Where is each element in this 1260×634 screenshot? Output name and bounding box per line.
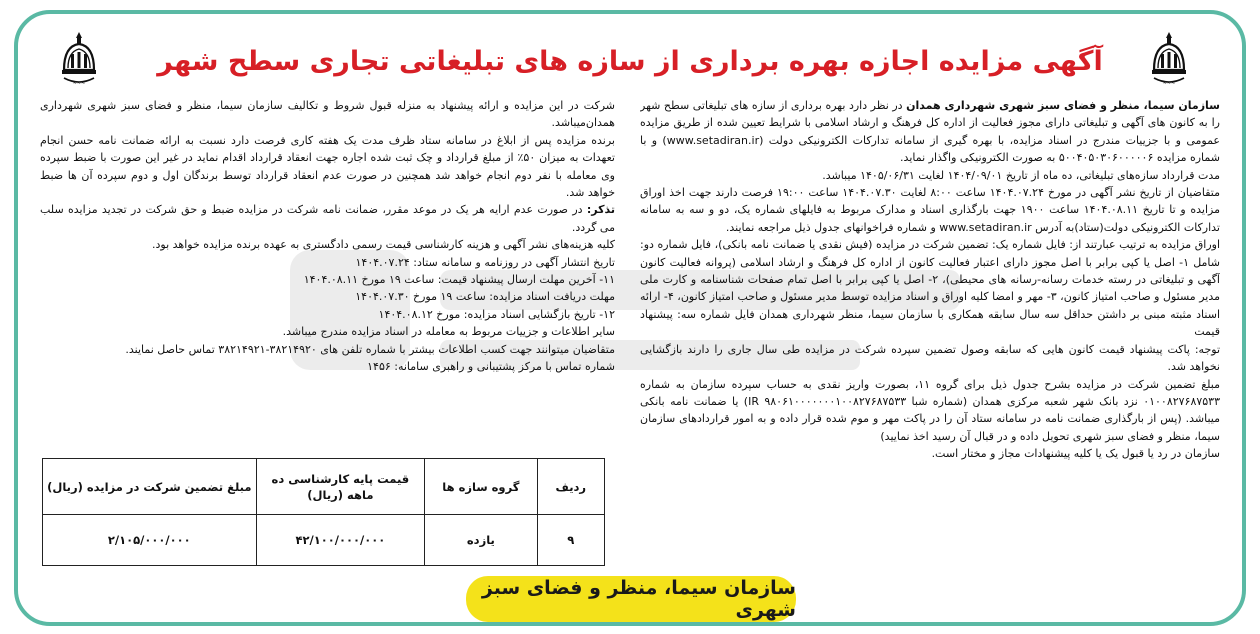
- organization-name: سازمان سیما، منظر و فضای سبز شهری شهرداری همدان: [906, 99, 1220, 112]
- auction-table: [42, 458, 605, 566]
- paragraph: شرکت در این مزایده و ارائه پیشنهاد به منزله قبول شروط و تکالیف سازمان سیما، منظر و فضای سبز شهری شهرداری همدان‌میباشد.: [40, 99, 615, 130]
- column-header: گروه سازه ها: [425, 459, 537, 515]
- right-column: [640, 97, 1220, 567]
- paragraph: شماره تماس با مرکز پشتیبانی و راهبری سامانه: ۱۴۵۶: [367, 360, 615, 374]
- paragraph: متقاضیان از تاریخ نشر آگهی در مورخ ۱۴۰۴.۰۷.۲۴ ساعت ۸:۰۰ لغایت ۱۴۰۴.۰۷.۳۰ ساعت ۱۹:۰۰ فرصت دارند جهت اخذ اوراق مزایده و تا تاریخ ۱۴۰۴.۰۸.۱۱ ساعت ۱۹۰۰ جهت بارگذاری اسناد و مدارک مربوط به فایلهای شماره یک، دو و سه به سامانه تدارکات الکترونیکی دولت(ستاد)به آدرس www.setadiran.ir و شماره فراخوانهای جدول ذیل مراجعه نمایند.: [640, 186, 1220, 234]
- footer-banner: [466, 576, 796, 622]
- page-title: آگهی مزایده اجازه بهره برداری از سازه های تبلیغاتی تجاری سطح شهر: [157, 46, 1103, 77]
- paragraph: تذکر: در صورت عدم ارایه هر یک در موعد مقرر، ضمانت نامه شرکت در مزایده ضبط و حق شرکت در تجدید مزایده سلب می گردد.: [40, 203, 615, 234]
- svg-text:~~~: ~~~: [72, 81, 86, 87]
- paragraph: مهلت دریافت اسناد مزایده: ساعت ۱۹ مورخ ۱۴۰۴.۰۷.۳۰: [355, 290, 615, 304]
- paragraph: سایر اطلاعات و جزییات مربوط به معامله در اسناد مزایده مندرج میباشد.: [282, 325, 615, 339]
- column-header: ردیف: [537, 459, 604, 515]
- paragraph: توجه: پاکت پیشنهاد قیمت کانون هایی که سابقه وصول تضمین سپرده شرکت در مزایده طی سال جاری را دارند بازگشایی نخواهد شد.: [640, 342, 1220, 374]
- paragraph: سازمان سیما، منظر و فضای سبز شهری شهرداری همدان در نظر دارد بهره برداری از سازه های تبلیغاتی سطح شهر را به کانون های آگهی و تبلیغاتی دارای مجوز فعالیت از اداره کل فرهنگ و ارشاد اسلامی با شرایط تعیین شده از طریق مزایده عمومی و با جزییات مندرج در اسناد مزایده، با بهره گیری از سامانه تدارکات الکترونیکی دولت (www.setadiran.ir) و با شماره مزایده ۵۰۰۴۰۵۰۳۰۶۰۰۰۰۰۶ به صورت الکترونیکی واگذار نماید.: [640, 99, 1220, 165]
- municipality-emblem-icon: [58, 30, 100, 88]
- header: [0, 0, 1260, 92]
- paragraph: سازمان در رد یا قبول یک یا کلیه پیشنهادات مجاز و مختار است.: [931, 447, 1220, 461]
- paragraph: اوراق مزایده به ترتیب عبارتند از: فایل شماره یک: تضمین شرکت در مزایده (فیش نقدی یا ضمانت نامه بانکی)، فایل شماره دو: شامل ۱- اصل یا کپی برابر با اصل مجوز دارای اعتبار فعالیت کانون از اداره کل فرهنگ و ارشاد اسلامی (پروانه فعالیت کانون آگهی و تبلیغاتی در رسته خدمات رسانه-رسانه های محیطی)، ۲- اصل یا کپی برابر با اصل تمام صفحات شناسنامه و کارت ملی مدیر مسئول و صاحب امتیاز کانون، ۳- مهر و امضا کلیه اوراق و اسناد مزایده توسط مدیر مسئول و صاحب امتیاز کانون، ۴- ارائه اسناد مثبته مبنی بر داشتن حداقل سه سال سابقه همکاری با سازمان سیما، منظر شهرداری همدان فایل شماره سه: پیشنهاد قیمت: [640, 238, 1220, 339]
- paragraph: برنده مزایده پس از ابلاغ در سامانه ستاد ظرف مدت یک هفته کاری فرصت دارد نسبت به ارائه ضمانت نامه حسن انجام تعهدات به میزان ۵۰٪ از مبلغ قرارداد و چک ثبت شده اجاره جهت انعقاد قرارداد اقدام نماید در غیر این صورت با ضبط سپرده وی معامله با نفر دوم انجام خواهد شد همچنین در صورت عدم انعقاد قرارداد توسط برندگان اول و دوم سپرده آن ها ضبط خواهد شد.: [40, 133, 615, 200]
- paragraph: ۱۱- آخرین مهلت ارسال پیشنهاد قیمت: ساعت ۱۹ مورخ ۱۴۰۴.۰۸.۱۱: [303, 273, 615, 287]
- paragraph: مبلغ تضمین شرکت در مزایده بشرح جدول ذیل برای گروه ۱۱، بصورت واریز نقدی به حساب سپرده سازمان به شماره ۰۱۰۰۸۲۷۶۸۷۵۳۳ نزد بانک شهر شعبه مرکزی همدان (شماره شبا IR ۹۸۰۶۱۰۰۰۰۰۰۰۱۰۰۸۲۷۶۸۷۵۳۳) یا ضمانت نامه بانکی میباشد. (پس از بارگذاری ضمانت نامه در سامانه ستاد آن را در پاکت مهر و موم شده قرار داده و به امور قراردادهای سازمان سیما، منظر و فضای سبز شهری تحویل داده و در قبال آن رسید اخذ نمایید): [640, 377, 1220, 443]
- table-row: [43, 515, 605, 566]
- paragraph: تاریخ انتشار آگهی در روزنامه و سامانه ستاد: ۱۴۰۴.۰۷.۲۴: [355, 255, 615, 269]
- paragraph: کلیه هزینه‌های نشر آگهی و هزینه کارشناسی قیمت رسمی دادگستری به عهده برنده مزایده خواهد بود.: [152, 238, 615, 252]
- table-cell: ۲/۱۰۵/۰۰۰/۰۰۰: [43, 515, 257, 566]
- left-column: [40, 97, 615, 457]
- svg-text:~~~: ~~~: [1162, 81, 1176, 87]
- paragraph: مدت قرارداد سازه‌های تبلیغاتی، ده ماه از تاریخ ۱۴۰۴/۰۹/۰۱ لغایت ۱۴۰۵/۰۶/۳۱ میباشد.: [822, 168, 1220, 182]
- column-header: مبلغ تضمین شرکت در مزایده (ریال): [43, 459, 257, 515]
- table-header-row: [43, 459, 605, 515]
- table-cell: ۴۲/۱۰۰/۰۰۰/۰۰۰: [256, 515, 425, 566]
- paragraph: متقاضیان میتوانند جهت کسب اطلاعات بیشتر با شماره تلفن های ۳۸۲۱۴۹۲۰-۳۸۲۱۴۹۲۱ تماس حاصل نمایند.: [125, 342, 615, 356]
- column-header: قیمت پایه کارشناسی ده ماهه (ریال): [256, 459, 425, 515]
- municipality-emblem-icon: [1148, 30, 1190, 88]
- paragraph: ۱۲- تاریخ بازگشایی اسناد مزایده: مورخ ۱۴۰۴.۰۸.۱۲: [378, 307, 615, 321]
- table-cell: یازده: [425, 515, 537, 566]
- note-label: تذکر:: [586, 203, 615, 217]
- table-cell: ۹: [537, 515, 604, 566]
- footer-label: سازمان سیما، منظر و فضای سبز شهری: [481, 577, 796, 621]
